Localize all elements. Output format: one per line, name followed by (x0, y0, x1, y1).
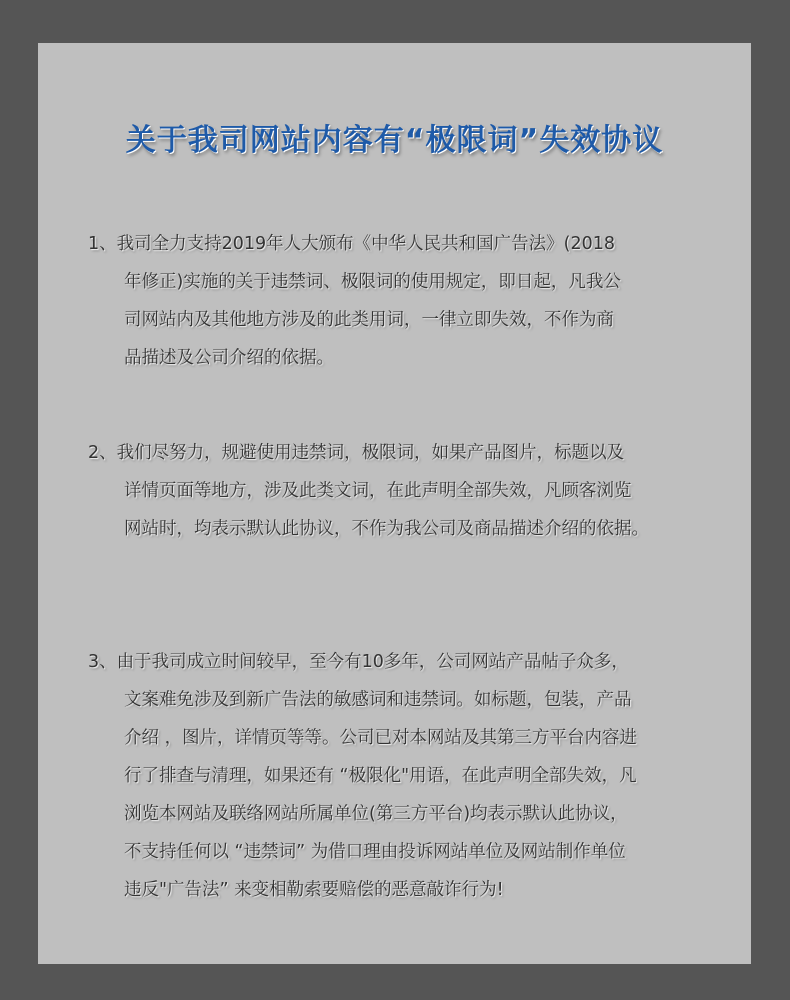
clause-line: 不支持任何以 “违禁词” 为借口理由投诉网站单位及网站制作单位 (124, 842, 626, 862)
clause-line: 1、我司全力支持2019年人大颁布《中华人民共和国广告法》(2018 (88, 234, 616, 254)
clause-3 (88, 643, 728, 909)
clause-line: 3、由于我司成立时间较早，至今有10多年，公司网站产品帖子众多， (88, 652, 629, 672)
clause-line: 违反"广告法” 来变相勒索要赔偿的恶意敲诈行为! (124, 880, 504, 900)
clause-line: 年修正)实施的关于违禁词、极限词的使用规定，即日起，凡我公 (124, 272, 621, 292)
clause-line: 浏览本网站及联络网站所属单位(第三方平台)均表示默认此协议， (124, 804, 628, 824)
clause-line: 文案难免涉及到新广告法的敏感词和违禁词。如标题，包装，产品 (124, 690, 632, 710)
page-title: 关于我司网站内容有“极限词”失效协议 (125, 123, 664, 158)
clause-line: 2、我们尽努力，规避使用违禁词，极限词，如果产品图片，标题以及 (88, 443, 625, 463)
clause-1 (88, 225, 728, 377)
clause-line: 网站时，均表示默认此协议，不作为我公司及商品描述介绍的依据。 (124, 519, 649, 539)
clause-line: 品描述及公司介绍的依据。 (124, 348, 334, 368)
clause-line: 详情页面等地方，涉及此类文词，在此声明全部失效，凡顾客浏览 (124, 481, 632, 501)
document-panel (38, 43, 751, 964)
clause-line: 行了排查与清理，如果还有 “极限化"用语，在此声明全部失效，凡 (124, 766, 637, 786)
clause-line: 司网站内及其他地方涉及的此类用词，一律立即失效，不作为商 (124, 310, 614, 330)
clause-2 (88, 434, 728, 548)
clause-line: 介绍 ，图片，详情页等等。公司已对本网站及其第三方平台内容进 (124, 728, 638, 748)
